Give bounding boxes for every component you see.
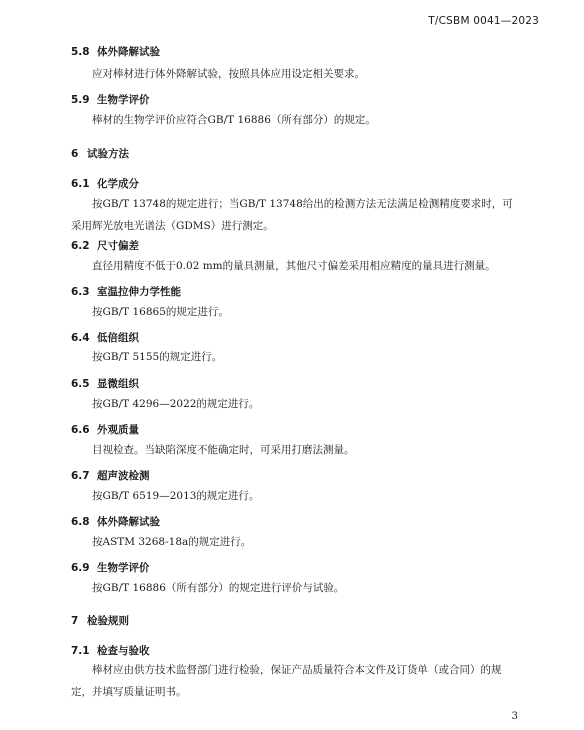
section-body-6-2: 直径用精度不低于0.02 mm的量具测量，其他尺寸偏差采用相应精度的量具进行测量。	[92, 260, 496, 272]
section-body-6-1: 按GB/T 13748的规定进行；当GB/T 13748给出的检测方法无法满足检测精度要求时，可采用辉光放电光谱法（GDMS）进行测定。	[71, 198, 513, 232]
section-number: 6.6	[71, 424, 90, 436]
section-number: 6.8	[71, 516, 90, 528]
section-number: 5.8	[71, 46, 90, 58]
section-title: 外观质量	[97, 424, 139, 436]
section-title: 生物学评价	[97, 562, 150, 574]
section-number: 5.9	[71, 94, 90, 106]
section-title: 生物学评价	[97, 94, 150, 106]
page-number: 3	[511, 711, 518, 722]
section-body-6-8: 按ASTM 3268-18a的规定进行。	[92, 536, 252, 548]
section-heading-6-6	[71, 422, 139, 437]
section-title: 尺寸偏差	[97, 240, 139, 252]
section-heading-6-4	[71, 330, 139, 345]
section-heading-6-2	[71, 238, 139, 253]
section-body-6-3: 按GB/T 16865的规定进行。	[92, 306, 229, 318]
section-number: 7.1	[71, 645, 90, 657]
section-number: 6.1	[71, 178, 90, 190]
section-title: 化学成分	[97, 178, 139, 190]
section-heading-6-5	[71, 376, 139, 391]
section-number: 6.9	[71, 562, 90, 574]
section-heading-5-8	[71, 44, 160, 59]
section-title: 体外降解试验	[97, 516, 160, 528]
section-body-6-7: 按GB/T 6519—2013的规定进行。	[92, 490, 260, 502]
section-title: 室温拉伸力学性能	[97, 286, 181, 298]
section-title: 体外降解试验	[97, 46, 160, 58]
section-body-6-6: 目视检查。当缺陷深度不能确定时，可采用打磨法测量。	[92, 444, 355, 456]
section-body-6-4: 按GB/T 5155的规定进行。	[92, 351, 223, 363]
section-number: 6.4	[71, 332, 90, 344]
section-heading-6-8	[71, 514, 160, 529]
document-id: T/CSBM 0041—2023	[428, 15, 539, 27]
chapter-heading-7	[71, 613, 129, 628]
section-heading-7-1	[71, 643, 150, 658]
section-title: 检验规则	[87, 615, 129, 627]
section-title: 低倍组织	[97, 332, 139, 344]
section-number: 6.5	[71, 378, 90, 390]
section-number: 6.3	[71, 286, 90, 298]
section-heading-6-7	[71, 468, 150, 483]
section-body-6-9: 按GB/T 16886（所有部分）的规定进行评价与试验。	[92, 582, 345, 594]
section-title: 显微组织	[97, 378, 139, 390]
section-number: 6.2	[71, 240, 90, 252]
chapter-heading-6	[71, 146, 129, 161]
section-title: 超声波检测	[97, 470, 150, 482]
section-number: 7	[71, 615, 79, 627]
section-body-5-8: 应对棒材进行体外降解试验，按照具体应用设定相关要求。	[92, 68, 365, 80]
section-body-6-5: 按GB/T 4296—2022的规定进行。	[92, 398, 260, 410]
section-body-5-9: 棒材的生物学评价应符合GB/T 16886（所有部分）的规定。	[92, 114, 376, 126]
section-title: 检查与验收	[97, 645, 150, 657]
section-heading-6-9	[71, 560, 150, 575]
section-title: 试验方法	[87, 148, 129, 160]
section-body-7-1: 棒材应由供方技术监督部门进行检验，保证产品质量符合本文件及订货单（或合同）的规定，并填写质量证明书。	[71, 664, 502, 698]
section-heading-6-3	[71, 284, 181, 299]
section-number: 6	[71, 148, 79, 160]
section-heading-6-1	[71, 176, 139, 191]
section-number: 6.7	[71, 470, 90, 482]
section-heading-5-9	[71, 92, 150, 107]
